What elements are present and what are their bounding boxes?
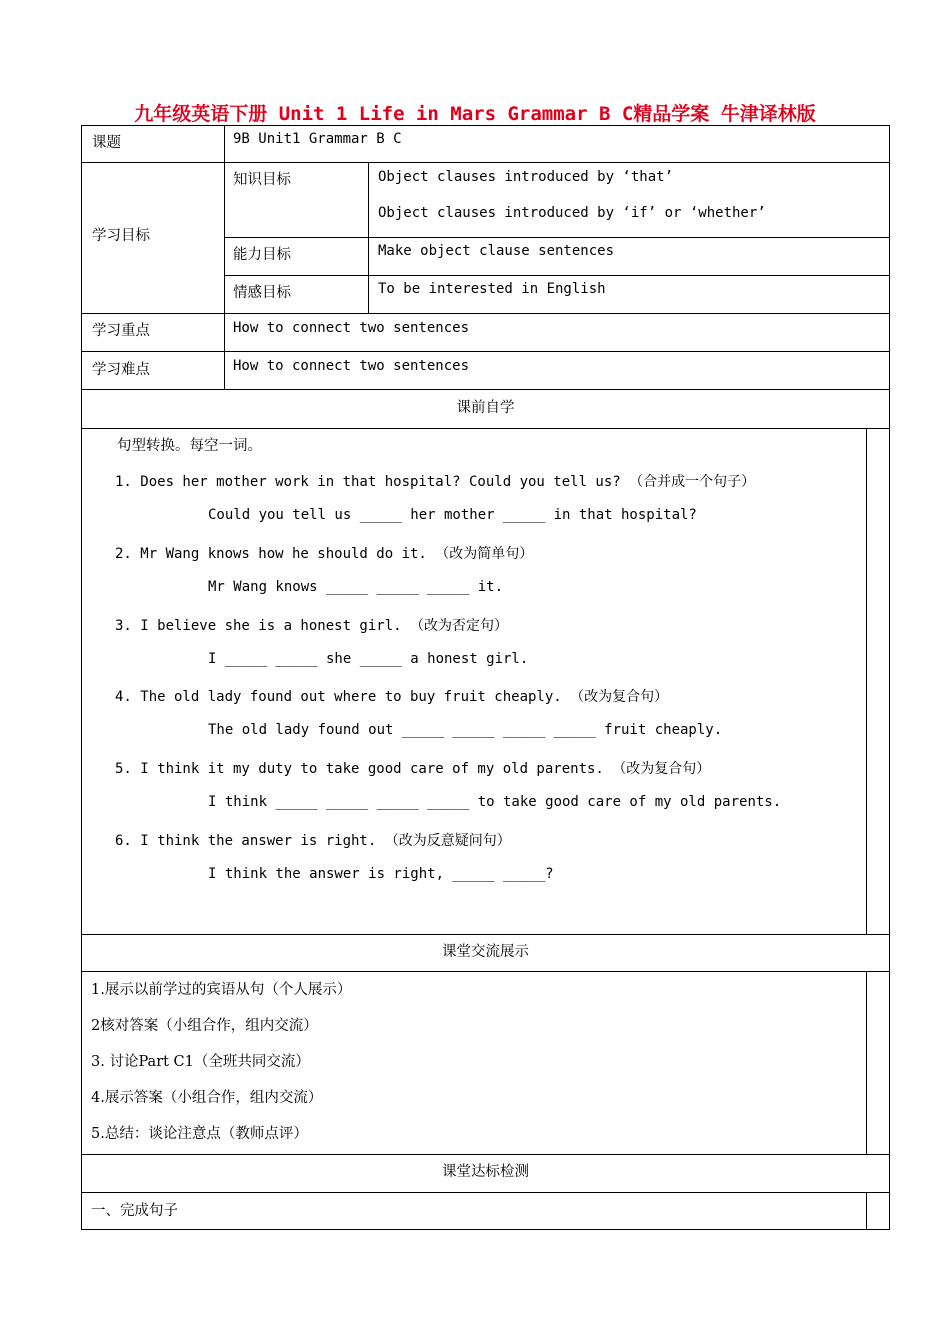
preview-answer-1: Could you tell us _____ her mother _____ in that hospital? [208, 507, 697, 523]
preview-instruction: 句型转换。每空一词。 [117, 438, 262, 454]
preview-question-6: 6. I think the answer is right. （改为反意疑问句） [115, 833, 511, 849]
preview-answer-4: The old lady found out _____ _____ _____ _____ fruit cheaply. [208, 722, 723, 738]
test-heading: 课堂达标检测 [442, 1164, 529, 1180]
objectives-label: 学习目标 [92, 228, 150, 244]
preview-answer-6: I think the answer is right, _____ _____? [208, 866, 554, 882]
classroom-heading: 课堂交流展示 [442, 944, 529, 960]
classroom-item-3: 3. 讨论Part C1（全班共同交流） [91, 1054, 310, 1070]
emotion-goal-label: 情感目标 [233, 285, 291, 301]
preview-question-2: 2. Mr Wang knows how he should do it. （改为简单句） [115, 546, 534, 562]
knowledge-goal-label: 知识目标 [233, 172, 291, 188]
preview-answer-5: I think _____ _____ _____ _____ to take good care of my old parents. [208, 794, 782, 810]
classroom-item-5: 5.总结：谈论注意点（教师点评） [91, 1126, 308, 1142]
topic-label: 课题 [92, 135, 121, 151]
ability-goal-value: Make object clause sentences [378, 243, 615, 259]
topic-value: 9B Unit1 Grammar B C [233, 131, 402, 147]
test-item-1: 一、完成句子 [91, 1203, 178, 1219]
preview-question-1: 1. Does her mother work in that hospital? Could you tell us? （合并成一个句子） [115, 474, 756, 490]
key-point-value: How to connect two sentences [233, 320, 470, 336]
preview-heading: 课前自学 [456, 400, 515, 416]
document-title: 九年级英语下册 Unit 1 Life in Mars Grammar B C精品学案 牛津译林版 [134, 103, 816, 125]
preview-question-5: 5. I think it my duty to take good care of my old parents. （改为复合句） [115, 761, 711, 777]
classroom-item-1: 1.展示以前学过的宾语从句（个人展示） [91, 982, 352, 998]
emotion-goal-value: To be interested in English [378, 281, 606, 297]
preview-question-4: 4. The old lady found out where to buy fruit cheaply. （改为复合句） [115, 689, 669, 705]
preview-answer-2: Mr Wang knows _____ _____ _____ it. [208, 579, 504, 595]
difficult-point-value: How to connect two sentences [233, 358, 470, 374]
preview-question-3: 3. I believe she is a honest girl. （改为否定句） [115, 618, 509, 634]
knowledge-goal-line-2: Object clauses introduced by ‘if’ or ‘whether’ [378, 205, 766, 221]
classroom-item-4: 4.展示答案（小组合作，组内交流） [91, 1090, 323, 1106]
ability-goal-label: 能力目标 [233, 247, 291, 263]
key-point-label: 学习重点 [92, 323, 150, 339]
difficult-point-label: 学习难点 [92, 362, 150, 378]
classroom-item-2: 2核对答案（小组合作，组内交流） [91, 1018, 318, 1034]
knowledge-goal-line-1: Object clauses introduced by ‘that’ [378, 169, 674, 185]
preview-answer-3: I _____ _____ she _____ a honest girl. [208, 651, 529, 667]
